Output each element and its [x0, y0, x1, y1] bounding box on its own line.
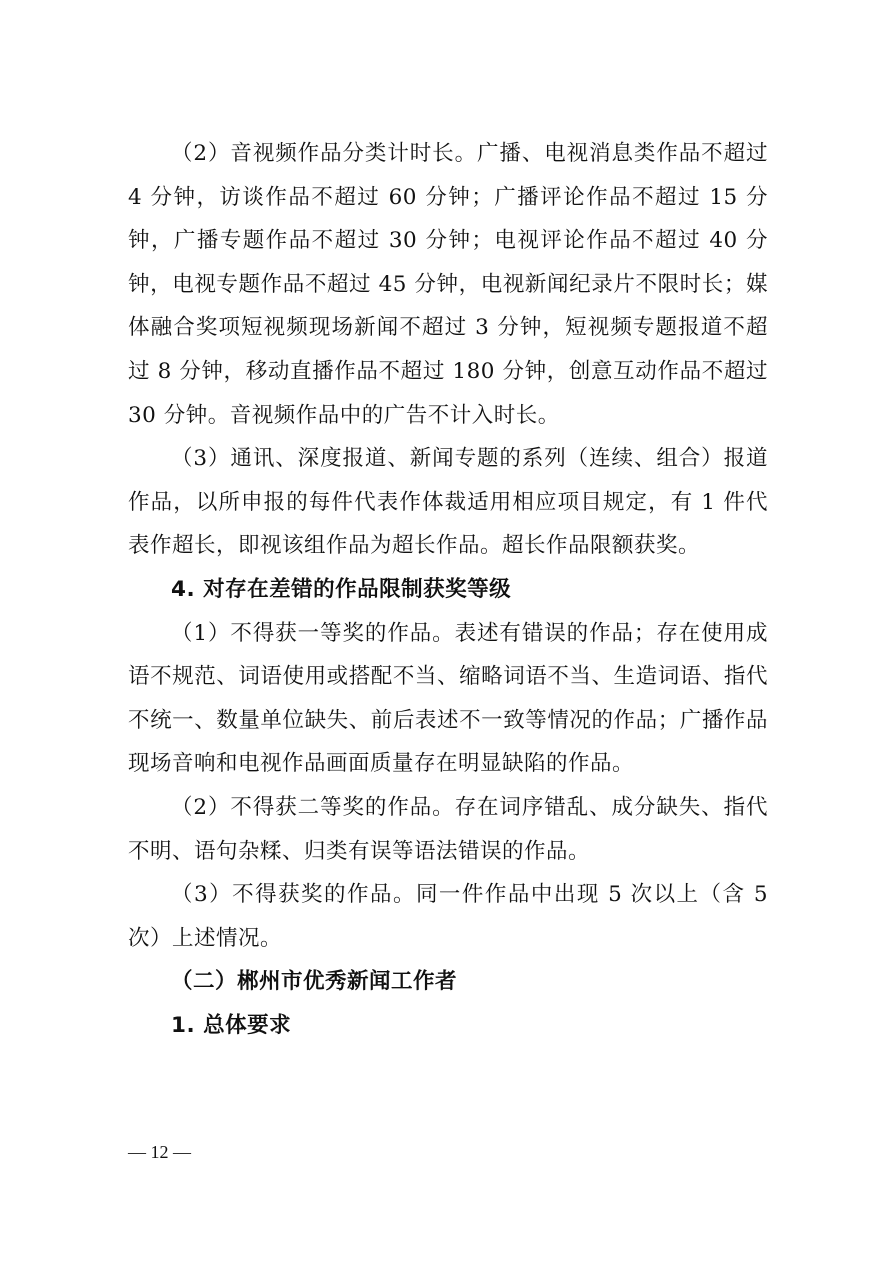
document-body	[128, 132, 768, 1047]
section-heading-error-limits: 4. 对存在差错的作品限制获奖等级	[171, 576, 512, 602]
page-number: — 12 —	[128, 1142, 191, 1162]
paragraph-no-second-prize: （2）不得获二等奖的作品。存在词序错乱、成分缺失、指代不明、语句杂糅、归类有误等语法错误的作品。	[128, 794, 768, 864]
section-heading-journalists: （二）郴州市优秀新闻工作者	[171, 969, 458, 995]
paragraph-no-prize: （3）不得获奖的作品。同一件作品中出现 5 次以上（含 5 次）上述情况。	[128, 882, 768, 951]
paragraph-no-first-prize: （1）不得获一等奖的作品。表述有错误的作品；存在使用成语不规范、词语使用或搭配不当、缩略词语不当、生造词语、指代不统一、数量单位缺失、前后表述不一致等情况的作品；广播作品现场音响和电视作品画面质量存在明显缺陷的作品。	[128, 620, 768, 777]
section-heading-general-requirements: 1. 总体要求	[171, 1012, 292, 1038]
paragraph-av-duration: （2）音视频作品分类计时长。广播、电视消息类作品不超过 4 分钟，访谈作品不超过 60 分钟；广播评论作品不超过 15 分钟，广播专题作品不超过 30 分钟；电视评论作品不超过 40 分钟，电视专题作品不超过 45 分钟，电视新闻纪录片不限时长；媒体融合奖项短视频现场新闻不超过 3 分钟，短视频专题报道不超过 8 分钟，移动直播作品不超过 180 分钟，创意互动作品不超过 30 分钟。音视频作品中的广告不计入时长。	[128, 141, 768, 428]
paragraph-series-reports: （3）通讯、深度报道、新闻专题的系列（连续、组合）报道作品，以所申报的每件代表作体裁适用相应项目规定，有 1 件代表作超长，即视该组作品为超长作品。超长作品限额获奖。	[128, 446, 768, 559]
